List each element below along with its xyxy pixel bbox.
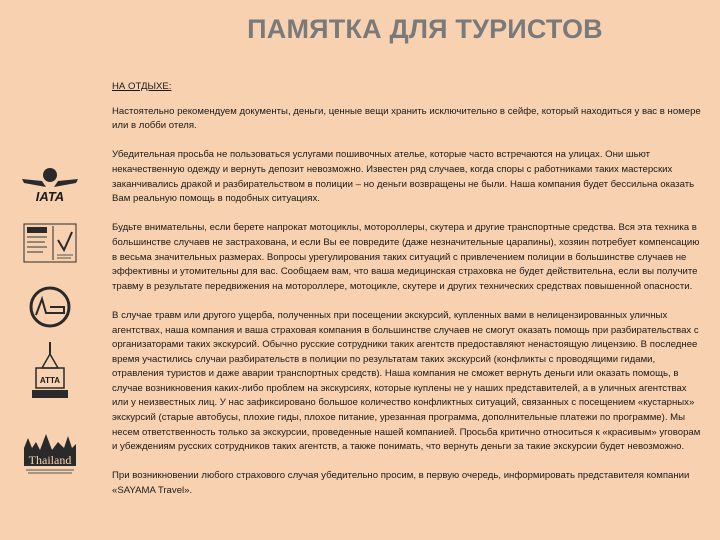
section-heading: НА ОТДЫХЕ: — [112, 81, 172, 92]
iata-logo — [20, 165, 80, 205]
page-title: ПАМЯТКА ДЛЯ ТУРИСТОВ — [247, 14, 603, 44]
atta-logo — [20, 340, 80, 402]
association-seal-logo — [20, 285, 80, 330]
paragraph-insurance-contact: При возникновении любого страхового случая убедительно просим, в первую очередь, информировать представителя компании «SAYAMA Travel». — [112, 470, 690, 497]
svg-text:ATTA: ATTA — [39, 376, 61, 385]
paragraph-vehicle-rental: Будьте внимательны, если берете напрокат мотоциклы, мотороллеры, скутера и другие транспортные средства. Вся эта техника в большинстве случаев не застрахована, и если Вы ее повредите (даже незначительные царапины), хозяин потребует компенсацию в весьма значительных размерах. Вопросы урегулирования таких ситуаций с привлечением полиции в большинстве случаев не эффективны и утомительны для вас. Сообщаем вам, что ваша медицинская страховка не будет действительна, если вы получите травму в результате передвижения на мотороллере, мотоцикле, скутере и других технических средствах повышенной опасности. — [112, 222, 700, 292]
paragraph-excursions: В случае травм или другого ущерба, полученных при посещении экскурсий, купленных вами в нелицензированных уличных агентствах, наша компания и ваша страховая компания в большинстве случаев не смогут оказать помощь при разбирательствах с организаторами таких экскурсий. Обычно русские сотрудники таких агентств предоставляют ненастоящую лицензию. В последнее время участились случаи разбирательств в полиции по результатам таких экскурсий (конфликты с проводящими гидами, отравления туристов и даже аварии транспортных средств). Наша компания не сможет вернуть деньги или оказать помощь, в случае возникновения каких-либо проблем на экскурсиях, которые куплены не у наших представителей, а в уличных агентствах или у неизвестных лиц. У нас зафиксировано большое количество конфликтных ситуаций, связанных с посещением «кустарных» экскурсий (старые автобусы, плохие гиды, плохое питание, урезанная программа, дополнительные платежи по программе). Мы несем ответственность только за экскурсии, проведенные нашей компанией. Просьба критично относиться к «красивым» уговорам и убеждениям русских сотрудников таких агентств, а также понимать, что вернуть деньги за такие экскурсии будет невозможно. — [112, 309, 701, 453]
paragraph-tailors: Убедительная просьба не пользоваться услугами пошивочных ателье, которые часто встречаются на улицах. Они шьют некачественную одежду и вернуть депозит невозможно. Известен ряд случаев, когда споры с работниками таких мастерских заканчивались дракой и разбирательством в полиции – но деньги возвращены не были. Наша компания будет бессильна оказать Вам реальную помощь в подобных ситуациях. — [112, 149, 695, 205]
amazing-thailand-logo — [20, 428, 80, 476]
certification-logo — [20, 222, 80, 264]
svg-text:Thailand: Thailand — [28, 453, 72, 467]
svg-text:IATA: IATA — [35, 189, 65, 204]
paragraph-safe: Настоятельно рекомендуем документы, деньги, ценные вещи хранить исключительно в сейфе, который находиться у вас в номере или в лобби отеля. — [112, 105, 701, 132]
document-body — [112, 80, 702, 513]
